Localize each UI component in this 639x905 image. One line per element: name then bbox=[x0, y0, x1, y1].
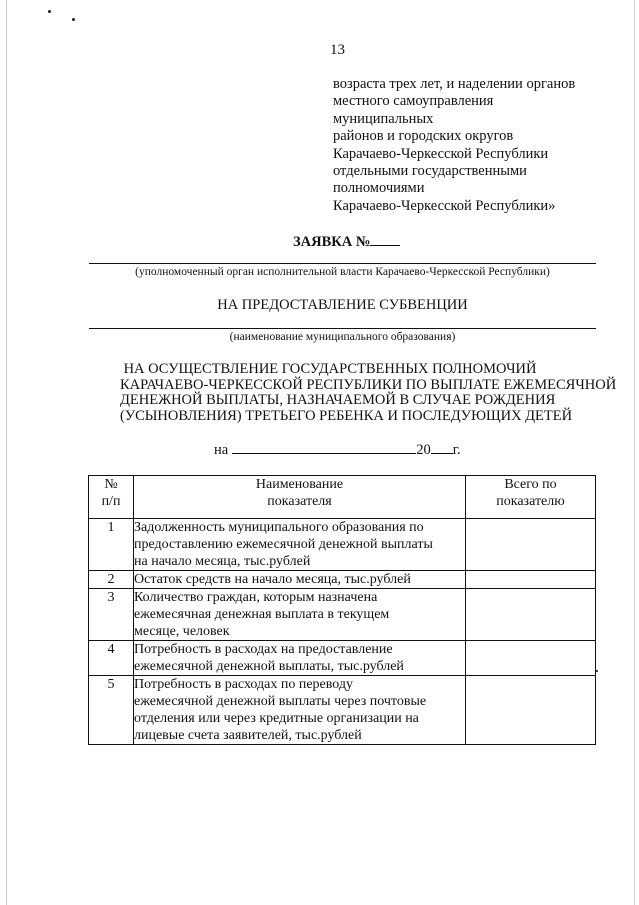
header-total: Всего по показателю bbox=[466, 476, 596, 519]
date-prefix: на bbox=[214, 442, 229, 458]
application-title bbox=[293, 233, 400, 251]
scan-edge-left bbox=[6, 0, 7, 905]
authority-caption: (уполномоченный орган исполнительной власти Карачаево-Черкесской Республики) bbox=[135, 266, 550, 278]
intro-line: муниципальных bbox=[333, 110, 434, 127]
date-blank bbox=[232, 441, 416, 454]
table-row bbox=[89, 571, 596, 589]
purpose-title bbox=[120, 361, 617, 424]
intro-line: местного самоуправления bbox=[333, 93, 494, 110]
row-num: 1 bbox=[89, 519, 134, 571]
subvention-title: НА ПРЕДОСТАВЛЕНИЕ СУБВЕНЦИИ bbox=[217, 297, 468, 313]
intro-line: возраста трех лет, и наделении органов bbox=[333, 76, 576, 92]
indicators-table bbox=[88, 475, 596, 745]
purpose-line: (УСЫНОВЛЕНИЯ) ТРЕТЬЕГО РЕБЕНКА И ПОСЛЕДУЮЩИХ ДЕТЕЙ bbox=[120, 407, 573, 424]
scan-speck bbox=[48, 10, 51, 13]
header-num: № п/п bbox=[89, 476, 134, 519]
table-row bbox=[89, 641, 596, 676]
scan-speck bbox=[596, 670, 598, 672]
row-value[interactable] bbox=[466, 519, 596, 571]
purpose-line: НА ОСУЩЕСТВЛЕНИЕ ГОСУДАРСТВЕННЫХ ПОЛНОМОЧИЙ bbox=[123, 361, 537, 377]
row-num: 5 bbox=[89, 676, 134, 745]
date-line bbox=[214, 441, 461, 459]
intro-line: районов и городских округов bbox=[333, 128, 514, 145]
row-num: 4 bbox=[89, 641, 134, 676]
table-row bbox=[89, 676, 596, 745]
row-indicator: Остаток средств на начало месяца, тыс.рублей bbox=[134, 571, 466, 589]
table-header-row bbox=[89, 476, 596, 519]
purpose-line: КАРАЧАЕВО-ЧЕРКЕССКОЙ РЕСПУБЛИКИ ПО ВЫПЛАТЕ ЕЖЕМЕСЯЧНОЙ bbox=[120, 376, 617, 393]
row-indicator: Потребность в расходах на предоставление ежемесячной денежной выплаты, тыс.рублей bbox=[134, 641, 466, 676]
intro-line: Карачаево-Черкесской Республики bbox=[333, 145, 549, 162]
year-suffix: г. bbox=[452, 442, 461, 458]
row-value[interactable] bbox=[466, 676, 596, 745]
row-value[interactable] bbox=[466, 571, 596, 589]
authority-fill-line bbox=[89, 263, 596, 264]
row-num: 3 bbox=[89, 589, 134, 641]
municipality-fill-line bbox=[89, 328, 596, 329]
row-indicator: Потребность в расходах по переводу ежемесячной денежной выплаты через почтовые отделения или через кредитные организации на лицевые счета заявителей, тыс.рублей bbox=[134, 676, 466, 745]
intro-text bbox=[333, 76, 613, 215]
year-blank bbox=[431, 441, 453, 454]
row-value[interactable] bbox=[466, 641, 596, 676]
row-num: 2 bbox=[89, 571, 134, 589]
purpose-line: ДЕНЕЖНОЙ ВЫПЛАТЫ, НАЗНАЧАЕМОЙ В СЛУЧАЕ РОЖДЕНИЯ bbox=[120, 392, 556, 409]
table-row bbox=[89, 589, 596, 641]
municipality-caption: (наименование муниципального образования) bbox=[229, 331, 456, 343]
row-indicator: Количество граждан, которым назначена ежемесячная денежная выплата в текущем месяце, человек bbox=[134, 589, 466, 641]
intro-line: полномочиями bbox=[333, 180, 425, 197]
intro-line: Карачаево-Черкесской Республики» bbox=[333, 197, 556, 214]
scan-speck bbox=[72, 18, 75, 21]
application-title-text: ЗАЯВКА № bbox=[293, 234, 371, 250]
page-number: 13 bbox=[330, 42, 345, 58]
row-value[interactable] bbox=[466, 589, 596, 641]
row-indicator: Задолженность муниципального образования по предоставлению ежемесячной денежной выплаты на начало месяца, тыс.рублей bbox=[134, 519, 466, 571]
header-name: Наименование показателя bbox=[134, 476, 466, 519]
application-number-blank bbox=[370, 233, 400, 246]
table-row bbox=[89, 519, 596, 571]
year-prefix: 20 bbox=[416, 442, 431, 458]
intro-line: отдельными государственными bbox=[333, 163, 527, 180]
scan-edge-right bbox=[634, 0, 635, 905]
